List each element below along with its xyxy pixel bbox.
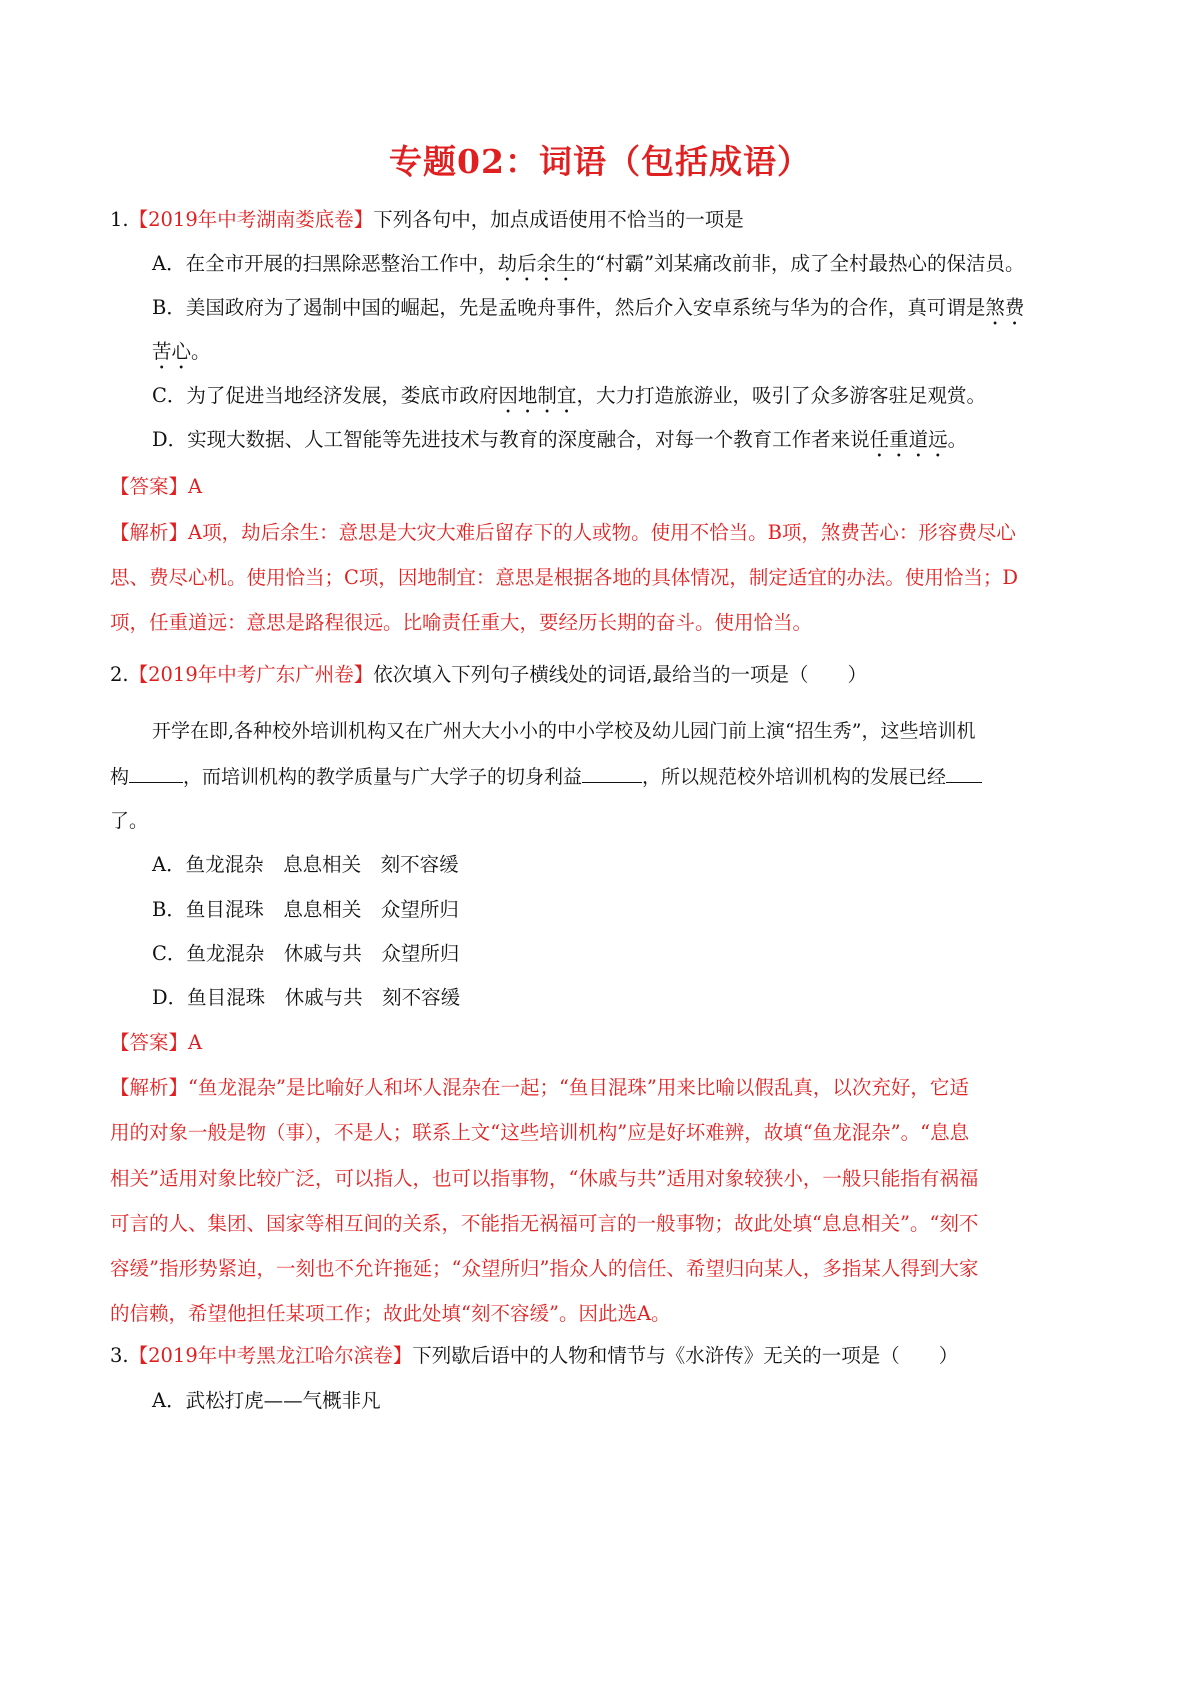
question-1-answer: 【答案】A: [110, 475, 203, 498]
question-source: 【2019年中考湖南娄底卷】: [128, 208, 374, 231]
question-1-analysis-line: 【解析】A项，劫后余生：意思是大灾大难后留存下的人或物。使用不恰当。B项，煞费苦心：形容费尽心: [110, 521, 1016, 544]
emphasized-idiom: 煞费: [985, 296, 1025, 319]
question-text: 下列各句中，加点成语使用不恰当的一项是: [373, 208, 744, 231]
fill-blank: [582, 764, 642, 783]
question-3-stem: [110, 1343, 1200, 1369]
question-1-option-d: D．实现大数据、人工智能等先进技术与教育的深度融合，对每一个教育工作者来说任重道远。: [152, 428, 968, 451]
question-2-analysis-line: 【解析】“鱼龙混杂”是比喻好人和坏人混杂在一起；“鱼目混珠”用来比喻以假乱真，以次充好，它适: [110, 1076, 969, 1099]
question-2-option-a: A．鱼龙混杂 息息相关 刻不容缓: [152, 853, 459, 876]
question-2-answer: 【答案】A: [110, 1031, 203, 1054]
question-2-option-c: C．鱼龙混杂 休戚与共 众望所归: [152, 942, 460, 965]
question-number: 1.: [110, 208, 129, 231]
question-1-stem: [110, 207, 1200, 233]
emphasized-idiom: 任重道远: [869, 428, 948, 451]
fill-blank: [946, 764, 982, 783]
question-3-option-a: A．武松打虎——气概非凡: [152, 1389, 381, 1412]
question-1-option-c: C．为了促进当地经济发展，娄底市政府因地制宜，大力打造旅游业，吸引了众多游客驻足观赏。: [152, 384, 986, 407]
emphasized-idiom: 苦心: [152, 340, 192, 363]
question-1-option-a: A．在全市开展的扫黑除恶整治工作中，劫后余生的“村霸”刘某痛改前非，成了全村最热心的保洁员。: [152, 252, 1025, 275]
question-2-analysis-line: 容缓”指形势紧迫，一刻也不允许拖延；“众望所归”指众人的信任、希望归向某人，多指某人得到大家: [110, 1257, 979, 1280]
question-1-option-b-cont: 苦心。: [152, 340, 211, 363]
question-text: 依次填入下列句子横线处的词语,最给当的一项是（ ）: [373, 663, 867, 686]
question-2-analysis-line: 可言的人、集团、国家等相互间的关系，不能指无祸福可言的一般事物；故此处填“息息相关”。“刻不: [110, 1212, 979, 1235]
question-2-option-d: D．鱼目混珠 休戚与共 刻不容缓: [152, 986, 461, 1009]
question-number: 2.: [110, 663, 129, 686]
question-2-analysis-line: 相关”适用对象比较广泛，可以指人，也可以指事物，“休戚与共”适用对象较狭小，一般只能指有祸福: [110, 1167, 979, 1190]
question-text: 下列歇后语中的人物和情节与《水浒传》无关的一项是（ ）: [412, 1344, 959, 1367]
question-source: 【2019年中考黑龙江哈尔滨卷】: [128, 1344, 413, 1367]
question-2-stem: [110, 662, 1200, 688]
page-title: 专题02：词语（包括成语）: [389, 142, 811, 181]
question-1-analysis-line: 项，任重道远：意思是路程很远。比喻责任重大，要经历长期的奋斗。使用恰当。: [110, 611, 813, 634]
question-1-option-b: B．美国政府为了遏制中国的崛起，先是孟晚舟事件，然后介入安卓系统与华为的合作，真可谓是煞费: [152, 296, 1025, 319]
question-2-passage-line: 开学在即,各种校外培训机构又在广州大大小小的中小学校及幼儿园门前上演“招生秀”，这些培训机: [152, 720, 976, 742]
question-2-analysis-line: 用的对象一般是物（事），不是人；联系上文“这些培训机构”应是好坏难辨，故填“鱼龙混杂”。“息息: [110, 1121, 970, 1144]
question-1-analysis-line: 思、费尽心机。使用恰当；C项，因地制宜：意思是根据各地的具体情况，制定适宜的办法。使用恰当；D: [110, 566, 1019, 589]
question-number: 3.: [110, 1344, 129, 1367]
question-2-analysis-line: 的信赖，希望他担任某项工作；故此处填“刻不容缓”。因此选A。: [110, 1302, 671, 1325]
emphasized-idiom: 因地制宜: [498, 384, 577, 407]
question-2-passage-line: 构 ，而培训机构的教学质量与广大学子的切身利益 ，所以规范校外培训机构的发展已经: [110, 764, 1200, 790]
question-2-passage-line: 了。: [110, 810, 149, 832]
question-source: 【2019年中考广东广州卷】: [128, 663, 374, 686]
question-2-option-b: B．鱼目混珠 息息相关 众望所归: [152, 898, 459, 921]
emphasized-idiom: 劫后余生: [497, 252, 576, 275]
fill-blank: [129, 764, 183, 783]
